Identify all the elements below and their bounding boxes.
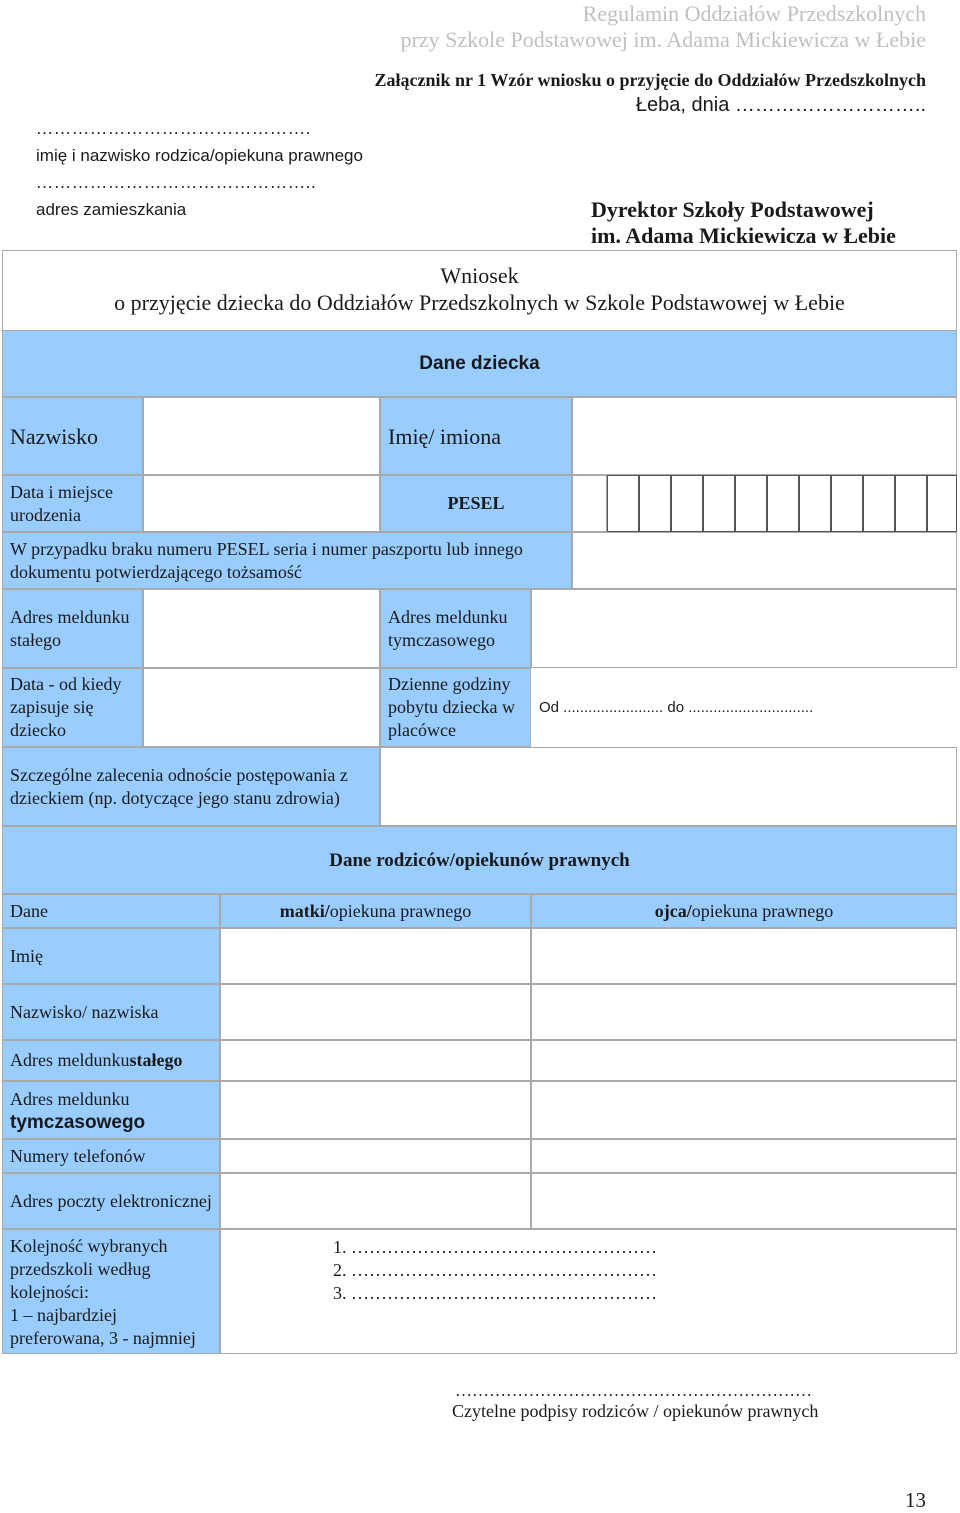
- row-temp-a: Adres meldunku: [10, 1089, 130, 1109]
- page-number: 13: [905, 1488, 926, 1512]
- pesel-digit-box-2[interactable]: [639, 475, 671, 532]
- choice-3[interactable]: 3. ……………………………………………: [333, 1283, 657, 1303]
- mother-temp-address-field[interactable]: [220, 1081, 531, 1139]
- parents-row-surname: Nazwisko/ nazwiska: [2, 984, 220, 1040]
- father-temp-address-field[interactable]: [531, 1081, 957, 1139]
- signature-label: Czytelne podpisy rodziców / opiekunów prawnych: [452, 1401, 819, 1421]
- parents-row-email: Adres poczty elektronicznej: [2, 1173, 220, 1229]
- pesel-spacer: [572, 475, 607, 532]
- child-pesel-label: PESEL: [380, 475, 572, 532]
- parents-row-order: Kolejność wybranych przedszkoli według kolejności: 1 – najbardziej preferowana, 3 - najmniej: [2, 1229, 220, 1354]
- title-box: [2, 250, 957, 330]
- child-temp-address-label: Adres meldunku tymczasowego: [380, 589, 531, 668]
- child-special-label: Szczególne zalecenia odnoście postępowania z dzieckiem (np. dotyczące jego stanu zdrowia): [2, 747, 380, 826]
- recipient-line-2: im. Adama Mickiewicza w Łebie: [591, 223, 896, 248]
- pesel-digit-box-1[interactable]: [607, 475, 639, 532]
- child-birth-field[interactable]: [143, 475, 380, 532]
- child-surname-field[interactable]: [143, 397, 380, 475]
- parents-row-name: Imię: [2, 928, 220, 984]
- child-start-date-label: Data - od kiedy zapisuje się dziecko: [2, 668, 143, 747]
- choice-1[interactable]: 1. ……………………………………………: [333, 1237, 657, 1257]
- section-child-header: Dane dziecka: [2, 330, 957, 397]
- annex-title: Załącznik nr 1 Wzór wniosku o przyjęcie do Oddziałów Przedszkolnych: [374, 70, 926, 90]
- child-hours-label: Dzienne godziny pobytu dziecka w placówce: [380, 668, 531, 747]
- choice-2[interactable]: 2. ……………………………………………: [333, 1260, 657, 1280]
- child-hours-field[interactable]: Od ........................ do ..............................: [531, 668, 957, 747]
- pesel-digit-box-10[interactable]: [895, 475, 927, 532]
- child-surname-label: Nazwisko: [2, 397, 143, 475]
- pesel-digit-box-9[interactable]: [863, 475, 895, 532]
- parent-name-dots: ……………………………………….: [36, 119, 312, 138]
- col-mother-bold: matki/: [279, 900, 330, 921]
- pesel-digit-box-7[interactable]: [799, 475, 831, 532]
- child-perm-address-field[interactable]: [143, 589, 380, 668]
- child-passport-label: W przypadku braku numeru PESEL seria i numer paszportu lub innego dokumentu potwierdzającego tożsamość: [2, 532, 572, 589]
- parent-address-dots: ………………………………………..: [36, 173, 317, 192]
- mother-name-field[interactable]: [220, 928, 531, 984]
- child-perm-address-label: Adres meldunku stałego: [2, 589, 143, 668]
- parent-name-label: imię i nazwisko rodzica/opiekuna prawnego: [36, 146, 363, 165]
- parents-row-phones: Numery telefonów: [2, 1139, 220, 1173]
- pesel-digit-box-6[interactable]: [767, 475, 799, 532]
- pesel-digit-box-11[interactable]: [927, 475, 957, 532]
- row-perm-a: Adres meldunku: [10, 1050, 130, 1070]
- row-temp-b: tymczasowego: [10, 1112, 146, 1133]
- father-perm-address-field[interactable]: [531, 1040, 957, 1081]
- form-subtitle: o przyjęcie dziecka do Oddziałów Przedszkolnych w Szkole Podstawowej w Łebie: [114, 290, 845, 315]
- child-birth-label: Data i miejsce urodzenia: [2, 475, 143, 532]
- form-title: Wniosek: [440, 263, 519, 288]
- child-first-names-label: Imię/ imiona: [380, 397, 572, 475]
- recipient-line-1: Dyrektor Szkoły Podstawowej: [591, 197, 874, 222]
- father-phones-field[interactable]: [531, 1139, 957, 1173]
- preschool-choices[interactable]: [220, 1229, 957, 1354]
- section-parents-header: Dane rodziców/opiekunów prawnych: [2, 826, 957, 894]
- row-perm-b: stałego: [129, 1050, 183, 1070]
- pesel-digit-box-4[interactable]: [703, 475, 735, 532]
- parents-col-father: [531, 894, 957, 928]
- father-surname-field[interactable]: [531, 984, 957, 1040]
- mother-surname-field[interactable]: [220, 984, 531, 1040]
- pesel-digit-box-3[interactable]: [671, 475, 703, 532]
- parents-row-perm-address: [2, 1040, 220, 1081]
- col-father-bold: ojca/: [654, 900, 692, 921]
- running-header-line-2: przy Szkole Podstawowej im. Adama Mickiewicza w Łebie: [400, 27, 926, 52]
- child-passport-field[interactable]: [572, 532, 957, 589]
- parents-col-data: Dane: [2, 894, 220, 928]
- pesel-digit-box-8[interactable]: [831, 475, 863, 532]
- child-start-date-field[interactable]: [143, 668, 380, 747]
- mother-email-field[interactable]: [220, 1173, 531, 1229]
- child-first-names-field[interactable]: [572, 397, 957, 475]
- parents-col-mother: [220, 894, 531, 928]
- mother-perm-address-field[interactable]: [220, 1040, 531, 1081]
- mother-phones-field[interactable]: [220, 1139, 531, 1173]
- child-temp-address-field[interactable]: [531, 589, 957, 668]
- child-special-field[interactable]: [380, 747, 957, 826]
- parents-row-temp-address: [2, 1081, 220, 1139]
- father-name-field[interactable]: [531, 928, 957, 984]
- place-date: Łeba, dnia ………………………..: [635, 94, 926, 116]
- father-email-field[interactable]: [531, 1173, 957, 1229]
- parent-address-label: adres zamieszkania: [36, 200, 187, 219]
- col-father-rest: opiekuna prawnego: [691, 900, 834, 921]
- pesel-digit-box-5[interactable]: [735, 475, 767, 532]
- col-mother-rest: opiekuna prawnego: [329, 900, 472, 921]
- signature-dots: ………………………………………………………: [455, 1381, 812, 1400]
- running-header-line-1: Regulamin Oddziałów Przedszkolnych: [582, 1, 926, 26]
